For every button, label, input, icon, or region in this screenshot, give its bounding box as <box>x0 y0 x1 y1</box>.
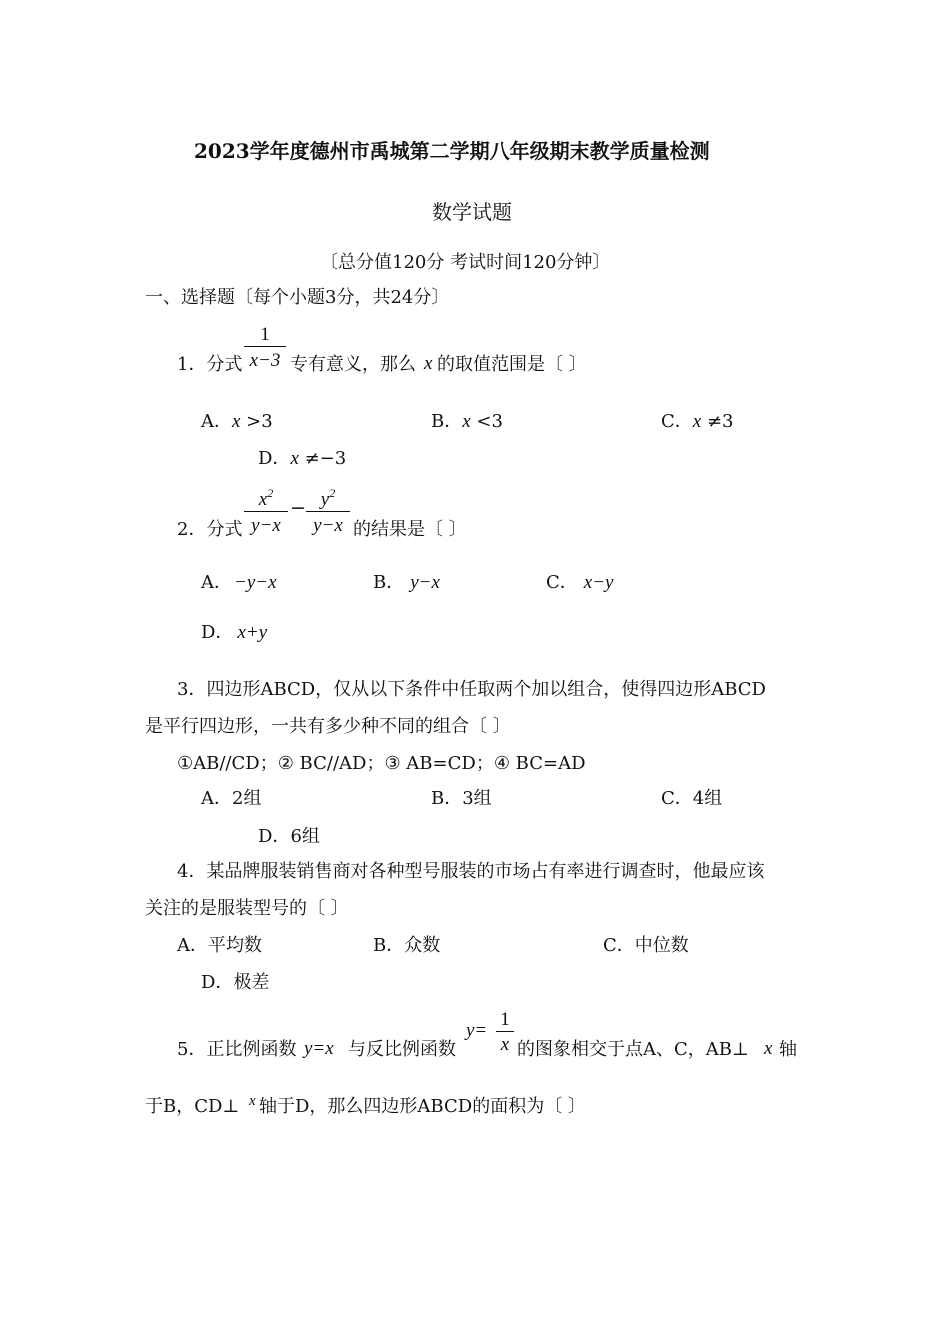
q1-mid: 专有意义，那么 <box>290 354 416 375</box>
q1-prefix: 1．分式 <box>177 354 243 375</box>
q1-frac-bar <box>244 346 286 347</box>
q1-option-d: D．x ≠−3 <box>258 448 347 469</box>
q1-frac-num: 1 <box>260 324 270 345</box>
q5-var: x <box>764 1038 773 1059</box>
q2-frac1-num: $x^2$ <box>258 486 274 510</box>
q2-frac2-den: y−x <box>313 515 343 536</box>
q3-option-c: C．4组 <box>661 788 723 809</box>
q2-prefix: 2．分式 <box>177 519 243 540</box>
q5-line-2-b: 轴于D，那么四边形ABCD的面积为〔 〕 <box>259 1096 586 1117</box>
q1-option-c: C．x ≠3 <box>661 411 734 432</box>
q1-fraction <box>244 323 286 373</box>
q5-mid-2: 的图象相交于点A、C，AB⊥ <box>517 1039 749 1060</box>
q5-frac-bar <box>496 1031 514 1032</box>
q5-line-2-a: 于B，CD⊥ <box>145 1096 240 1117</box>
q2-frac2-bar <box>306 511 350 512</box>
q2-option-b: B． y−x <box>373 572 440 593</box>
q2-option-a: A． −y−x <box>201 572 277 593</box>
q1-option-a: A．x >3 <box>201 411 273 432</box>
q3-option-a: A．2组 <box>201 788 262 809</box>
q2-suffix: 的结果是〔 〕 <box>353 519 467 540</box>
q2-fraction-2 <box>306 483 350 537</box>
q1-var: x <box>424 353 433 374</box>
q5-frac-den: x <box>500 1034 510 1055</box>
q4-option-a: A．平均数 <box>177 935 262 956</box>
section-heading: 一、选择题〔每个小题3分，共24分〕 <box>145 287 450 308</box>
q5-end-1: 轴 <box>779 1039 797 1060</box>
q1-frac-den: x−3 <box>249 350 281 371</box>
document-title: 2023学年度德州市禹城第二学期八年级期末教学质量检测 <box>194 139 710 163</box>
q2-frac2-num: $y^2$ <box>320 486 336 510</box>
q3-conditions: ①AB//CD；② BC//AD；③ AB=CD；④ BC=AD <box>177 753 586 774</box>
q2-option-d: D． x+y <box>201 622 268 643</box>
q2-fraction-1 <box>244 483 288 537</box>
q1-option-b: B．x <3 <box>431 411 503 432</box>
q4-option-c: C．中位数 <box>603 935 689 956</box>
document-subtitle: 数学试题 <box>432 200 512 224</box>
q5-line-2-var: x <box>249 1093 256 1109</box>
q3-option-d: D．6组 <box>258 826 320 847</box>
q2-option-c: C． x−y <box>546 572 614 593</box>
q5-prefix: 5．正比例函数 <box>177 1039 297 1060</box>
q5-fraction <box>496 1008 514 1058</box>
q4-line-2: 关注的是服装型号的〔 〕 <box>145 898 349 919</box>
q3-option-b: B．3组 <box>431 788 492 809</box>
q5-eq-2-lhs: y= <box>466 1020 488 1041</box>
q5-frac-num: 1 <box>500 1009 510 1030</box>
q2-frac1-bar <box>244 511 288 512</box>
q4-option-d: D．极差 <box>201 972 270 993</box>
q4-line-1: 4．某品牌服装销售商对各种型号服装的市场占有率进行调查时，他最应该 <box>177 861 765 882</box>
q4-option-b: B．众数 <box>373 935 441 956</box>
q3-line-2: 是平行四边形，一共有多少种不同的组合〔 〕 <box>145 716 511 737</box>
q2-minus: − <box>290 497 306 519</box>
q5-mid-1: 与反比例函数 <box>348 1039 456 1060</box>
q2-frac1-den: y−x <box>251 515 281 536</box>
q5-eq-1: y=x <box>304 1038 334 1059</box>
exam-info: 〔总分值120分 考试时间120分钟〕 <box>320 252 611 273</box>
q1-suffix: 的取值范围是〔 〕 <box>437 354 587 375</box>
q3-line-1: 3．四边形ABCD，仅从以下条件中任取两个加以组合，使得四边形ABCD <box>177 679 766 700</box>
